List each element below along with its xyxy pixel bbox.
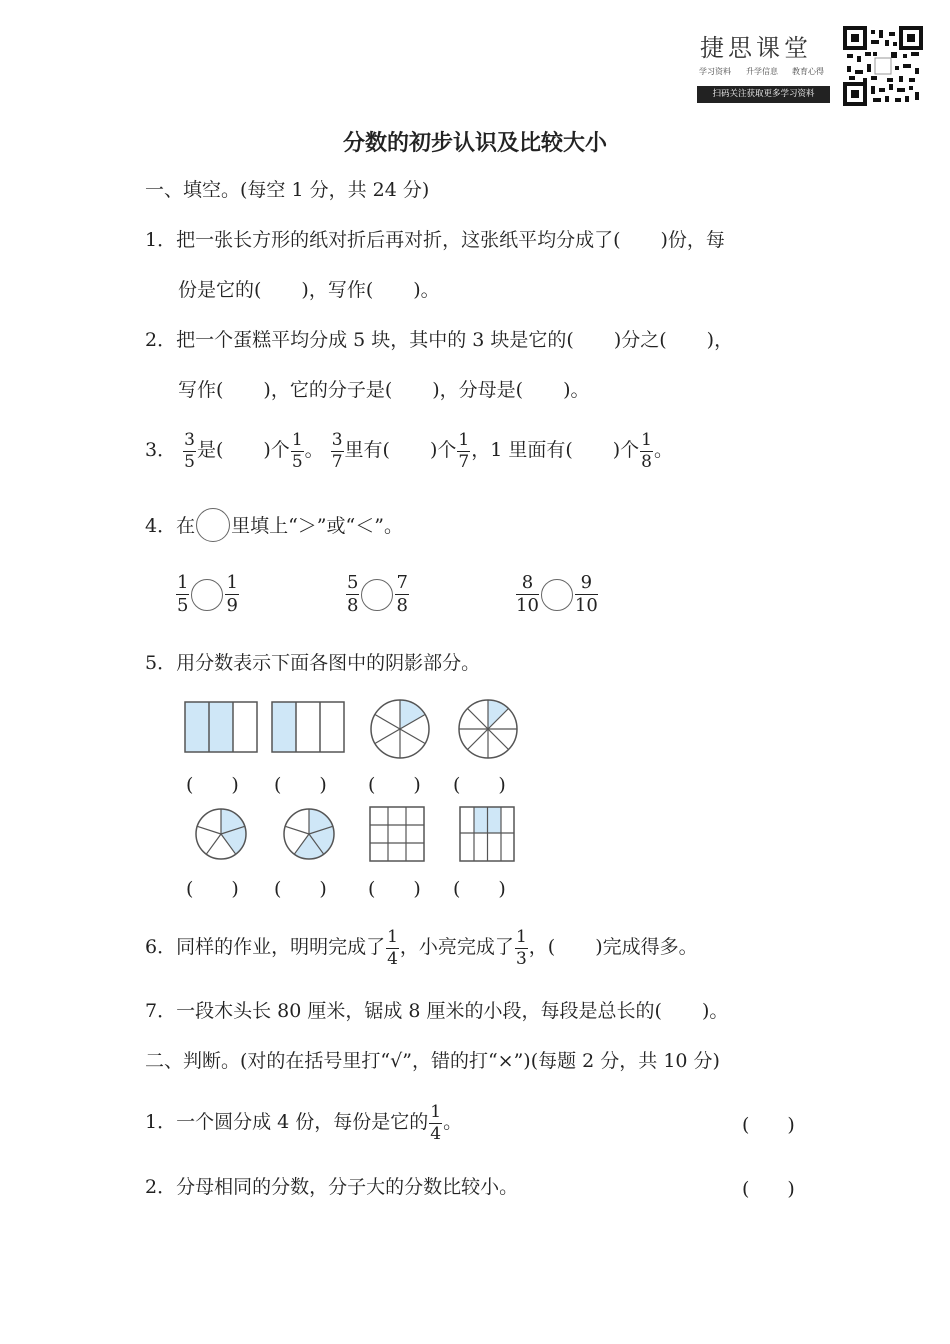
- logo-tag-2: 升学信息: [746, 67, 778, 76]
- logo-tag-1: 学习资料: [699, 67, 731, 76]
- figure-circle-1-of-6: [368, 697, 432, 761]
- fraction: $\frac{1}{8}$: [641, 429, 652, 472]
- judge-q2: 2．分母相同的分数，分子大的分数比较小。: [145, 1176, 519, 1198]
- fraction: $\frac{1}{4}$: [387, 926, 398, 969]
- q1-line2: 份是它的( )，写作( )。: [178, 279, 440, 301]
- q1-line1: 1．把一张长方形的纸对折后再对折，这张纸平均分成了( )份，每: [145, 229, 725, 251]
- compare-circle-icon[interactable]: [541, 579, 573, 611]
- logo-tag-3: 教育心得: [792, 67, 824, 76]
- section2-heading: 二、判断。(对的在括号里打“√”，错的打“×”)(每题 2 分，共 10 分): [145, 1050, 720, 1072]
- page-title: 分数的初步认识及比较大小: [342, 131, 607, 156]
- figure-rect-1-of-3: [270, 700, 350, 756]
- q6-line: 6．同样的作业，明明完成了 $\frac{1}{4}$ ，小亮完成了 $\frac{1}{3}$ ，( )完成得多。: [145, 926, 698, 969]
- answer-paren-5[interactable]: ( ): [186, 878, 239, 900]
- answer-paren-7[interactable]: ( ): [368, 878, 421, 900]
- answer-paren-4[interactable]: ( ): [453, 774, 506, 796]
- judge-answer-1[interactable]: ( ): [742, 1114, 795, 1136]
- q2-line1: 2．把一个蛋糕平均分成 5 块，其中的 3 块是它的( )分之( )，: [145, 329, 734, 351]
- fraction: $\frac{3}{7}$: [331, 429, 343, 472]
- fraction: $\frac{1}{4}$: [430, 1101, 442, 1144]
- figure-circle-2-of-5: [193, 806, 249, 862]
- q7-line: 7．一段木头长 80 厘米，锯成 8 厘米的小段，每段是总长的( )。: [145, 1000, 729, 1022]
- compare-circle-icon: [196, 508, 230, 542]
- section1-heading: 一、填空。(每空 1 分，共 24 分): [145, 179, 430, 201]
- logo-bar: 扫码关注获取更多学习资料: [697, 86, 830, 103]
- q5-text: 5．用分数表示下面各图中的阴影部分。: [145, 652, 481, 674]
- figure-circle-3-of-5: [281, 806, 337, 862]
- logo-title: 捷思课堂: [700, 34, 812, 62]
- q2-line2: 写作( )，它的分子是( )，分母是( )。: [178, 379, 590, 401]
- answer-paren-2[interactable]: ( ): [274, 774, 327, 796]
- answer-paren-1[interactable]: ( ): [186, 774, 239, 796]
- compare-circle-icon[interactable]: [191, 579, 223, 611]
- fraction: $\frac{3}{5}$: [184, 429, 195, 472]
- q4-line: 4．在 里填上“＞”或“＜”。: [145, 508, 403, 544]
- compare-circle-icon[interactable]: [361, 579, 393, 611]
- fraction: $\frac{1}{3}$: [515, 926, 527, 969]
- figure-grid-3x3: [368, 805, 428, 865]
- judge-answer-2[interactable]: ( ): [742, 1178, 795, 1200]
- fraction: $\frac{1}{5}$: [291, 429, 303, 472]
- compare-pair-2: $\frac{5}{8}$ $\frac{7}{8}$: [347, 572, 408, 616]
- q3-line: 3． $\frac{3}{5}$ 是( )个 $\frac{1}{5}$ 。 $\frac{3}{7}$ 里有( )个 $\frac{1}{7}$ ，1 里面有( )个 $\frac{1}{8}$ 。: [145, 429, 674, 472]
- qr-code-icon: [843, 26, 923, 106]
- fraction: $\frac{1}{7}$: [458, 429, 470, 472]
- answer-paren-3[interactable]: ( ): [368, 774, 421, 796]
- compare-pair-1: $\frac{1}{5}$ $\frac{1}{9}$: [177, 572, 238, 616]
- figure-rect-2-of-3: [183, 700, 263, 756]
- figure-grid-shaded: [458, 805, 518, 865]
- figure-circle-1-of-8: [456, 697, 520, 761]
- answer-paren-8[interactable]: ( ): [453, 878, 506, 900]
- answer-paren-6[interactable]: ( ): [274, 878, 327, 900]
- judge-q1: 1．一个圆分成 4 份，每份是它的 $\frac{1}{4}$ 。: [145, 1101, 463, 1144]
- compare-pair-3: $\frac{8}{10}$ $\frac{9}{10}$: [516, 572, 598, 616]
